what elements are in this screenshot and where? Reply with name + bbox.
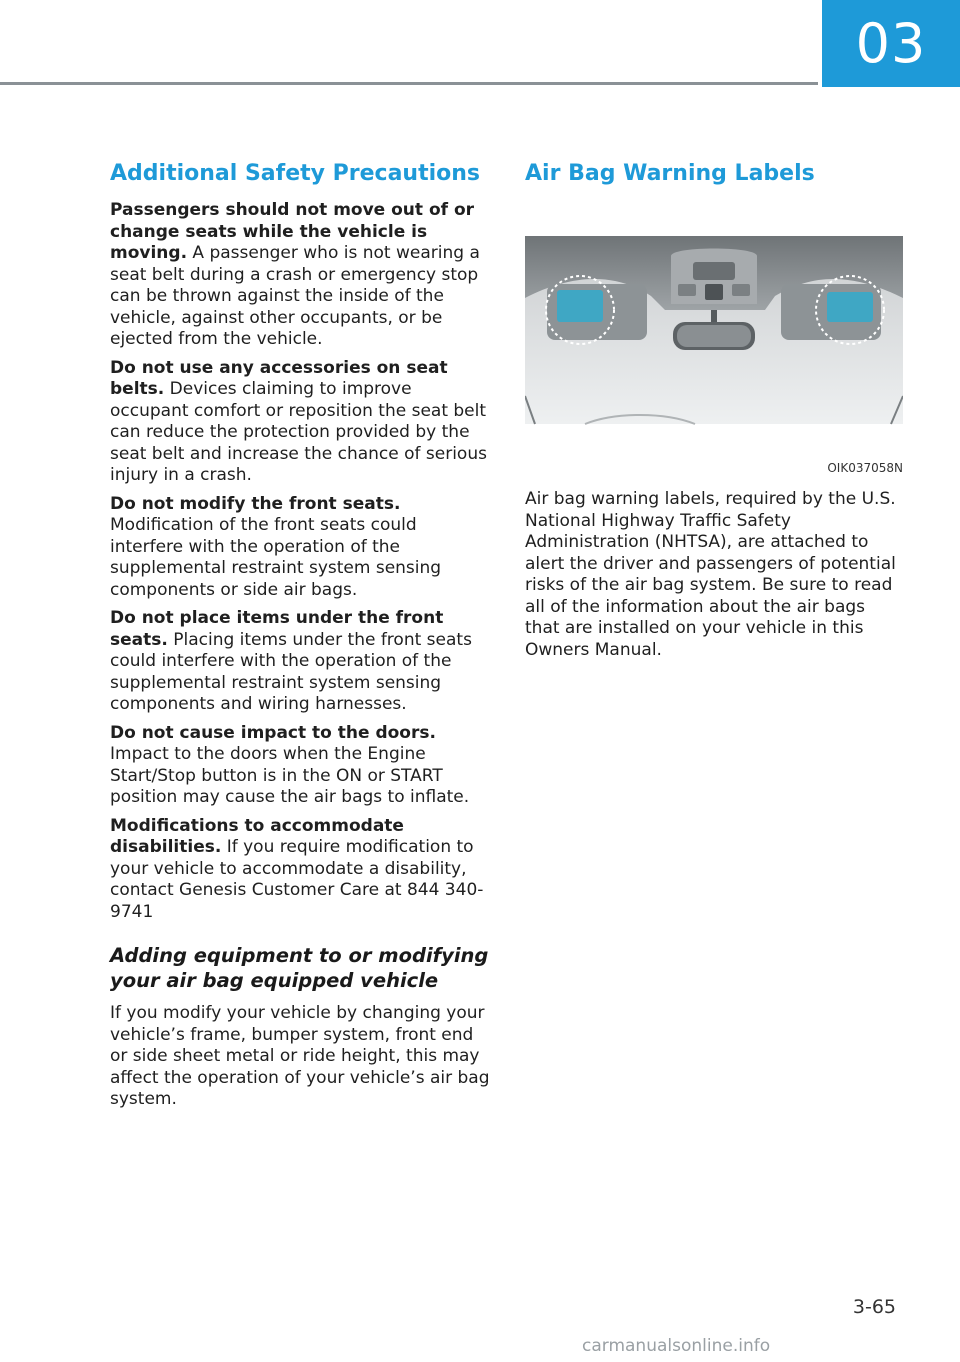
precaution-paragraph (110, 608, 490, 716)
figure-code: OIK037058N (827, 461, 903, 475)
precaution-body: Modification of the front seats could interfere with the operation of the supplemental restraint system sensing components or side air bags. (110, 515, 442, 600)
precaution-paragraph (110, 200, 490, 351)
precaution-body: If you require modification to your vehicle to accommodate a disability, contact Genesis Customer Care at 844 340-9741 (110, 837, 484, 922)
warning-label-figure (525, 200, 903, 475)
watermark: carmanualsonline.info (582, 1336, 771, 1356)
precaution-body: Placing items under the front seats could interfere with the operation of the supplemental restraint system sensing components and wiring harnesses. (110, 629, 472, 714)
precaution-lead: Do not modify the front seats. (110, 493, 401, 514)
section-title-safety-precautions: Additional Safety Precautions (110, 161, 481, 186)
subheading-modifying-vehicle: Adding equipment to or modifying your air bag equipped vehicle (110, 944, 489, 992)
precaution-lead: Passengers should not move out of or change seats while the vehicle is moving. (110, 200, 475, 263)
page-number: 3-65 (852, 1296, 896, 1318)
precaution-paragraph (110, 816, 490, 924)
precaution-body: Impact to the doors when the Engine Start/Stop button is in the ON or START position may cause the air bags to inflate. (110, 744, 470, 807)
precaution-paragraph (110, 723, 490, 809)
precaution-body: Devices claiming to improve occupant comfort or reposition the seat belt can reduce the protection provided by the seat belt and increase the chance of serious injury in a crash. (110, 379, 487, 485)
header-rule (0, 82, 818, 85)
warning-labels-paragraph: Air bag warning labels, required by the U.S. National Highway Traffic Safety Administration (NHTSA), are attached to alert the driver and passengers of potential risks of the air bag system. Be sure to read all of the information about the air bags that are installed on your vehicle in this Owners Manual. (525, 489, 896, 660)
precaution-lead: Do not place items under the front seats. (110, 608, 444, 650)
precaution-paragraph (110, 494, 490, 602)
precaution-lead: Do not use any accessories on seat belts. (110, 357, 448, 399)
modifying-paragraph: If you modify your vehicle by changing your vehicle’s frame, bumper system, front end or side sheet metal or ride height, this may affect the operation of your vehicle’s air bag system. (110, 1003, 490, 1109)
right-column (525, 158, 903, 668)
left-column (110, 158, 490, 1118)
sun-visor-illustration (525, 200, 903, 458)
precaution-paragraph (110, 358, 490, 487)
precaution-body: A passenger who is not wearing a seat belt during a crash or emergency stop can be thrown against the inside of the vehicle, against other occupants, or be ejected from the vehicle. (110, 243, 480, 349)
section-title-warning-labels: Air Bag Warning Labels (525, 161, 815, 186)
chapter-tab: 03 (822, 0, 960, 87)
precaution-lead: Modifications to accommodate disabilities. (110, 815, 404, 857)
precaution-lead: Do not cause impact to the doors. (110, 722, 436, 743)
